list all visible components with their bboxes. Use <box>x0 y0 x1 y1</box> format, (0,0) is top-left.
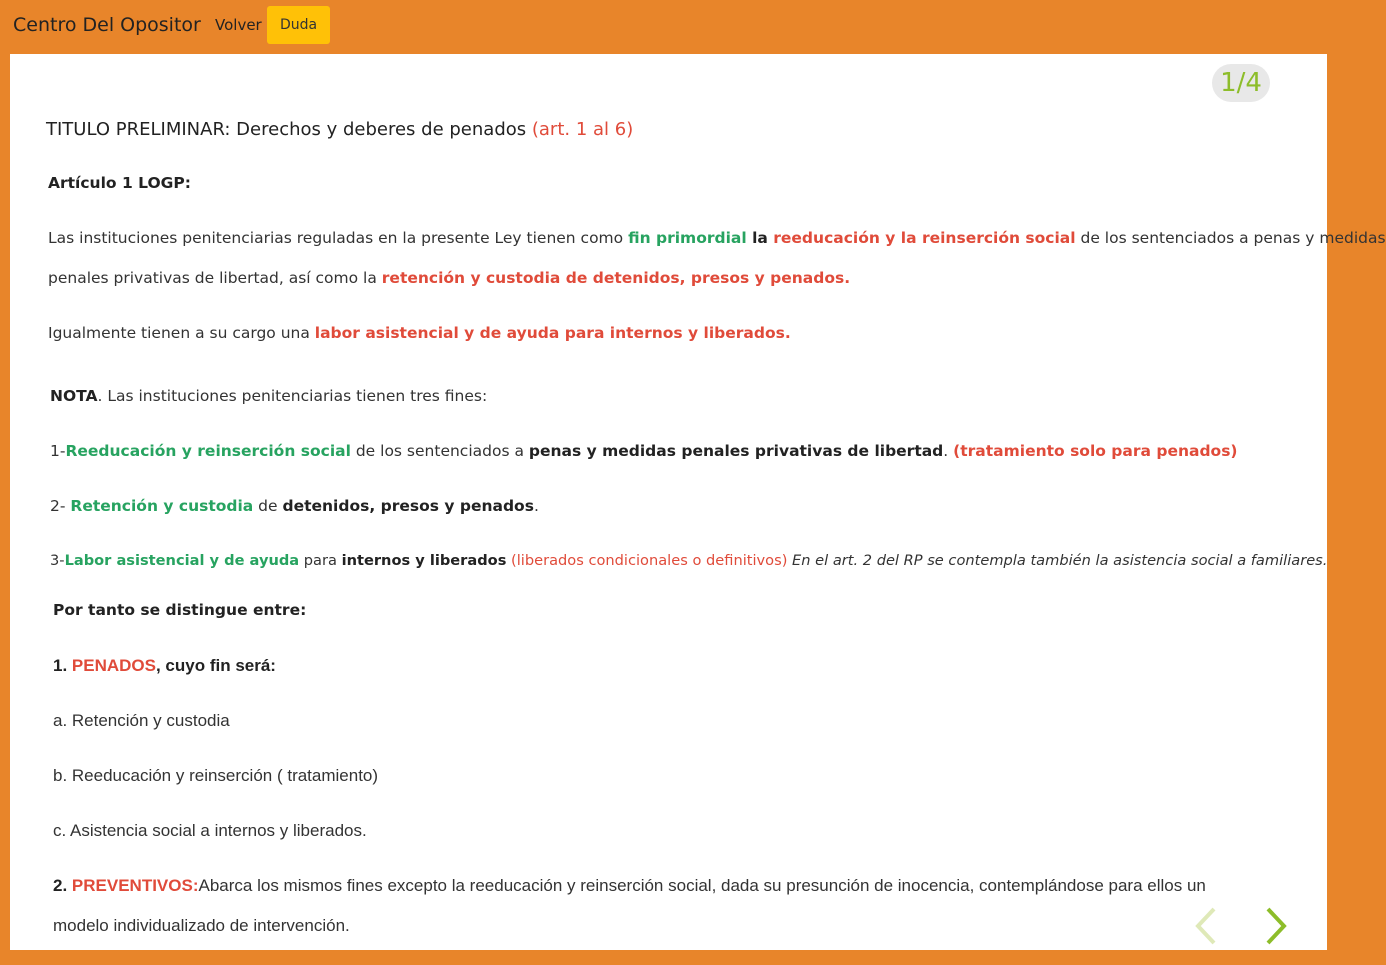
highlight-red: (liberados condicionales o definitivos) <box>511 552 788 569</box>
text-run: Igualmente tienen a su cargo una <box>48 324 315 342</box>
text-run: . <box>943 442 954 460</box>
highlight-green: fin primordial <box>628 229 747 247</box>
text-run: 1- <box>50 442 66 460</box>
text-run: , cuyo fin será: <box>155 656 276 675</box>
chevron-left-icon <box>1192 906 1222 946</box>
text-run: . <box>533 497 539 515</box>
text-run: 2. <box>53 876 72 895</box>
article-paragraph-2 <box>48 324 791 342</box>
text-run: de <box>253 497 283 515</box>
text-run: para <box>299 552 342 569</box>
highlight-red: retención y custodia de detenidos, presos y penados. <box>381 269 851 287</box>
bold-text: detenidos, presos y penados <box>282 497 534 515</box>
chevron-right-icon <box>1262 906 1292 946</box>
section-title-text: TITULO PRELIMINAR: Derechos y deberes de penados <box>46 119 527 140</box>
list-item-a: a. Retención y custodia <box>53 711 230 730</box>
bottom-strip <box>0 950 1339 965</box>
text-run: Las instituciones penitenciarias reguladas en la presente Ley tienen como <box>48 229 629 247</box>
text-run: . Las instituciones penitenciarias tienen tres fines: <box>97 387 488 405</box>
highlight-red: (tratamiento solo para penados) <box>953 442 1238 460</box>
next-page-button[interactable] <box>1262 906 1292 946</box>
bold-text: penas y medidas penales privativas de libertad <box>528 442 944 460</box>
article-paragraph-line-2 <box>48 269 850 287</box>
italic-note: En el art. 2 del RP se contempla también la asistencia social a familiares. <box>787 552 1328 569</box>
highlight-red: reeducación y la reinserción social <box>773 229 1076 247</box>
article-paragraph-line-1 <box>48 229 1386 247</box>
preventivos-paragraph-line-2: modelo individualizado de intervención. <box>53 916 350 935</box>
highlight-red: PREVENTIVOS: <box>71 876 199 895</box>
content-panel <box>10 54 1386 950</box>
list-item-c: c. Asistencia social a internos y liberados. <box>53 821 367 840</box>
text-run: de los sentenciados a penas y medidas <box>1075 229 1386 247</box>
article-label: Artículo 1 LOGP: <box>48 174 191 192</box>
preventivos-paragraph-line-1 <box>53 876 1206 896</box>
text-run: 1. <box>53 656 72 675</box>
highlight-green: Retención y custodia <box>70 497 254 515</box>
app-title: Centro Del Opositor <box>13 14 201 36</box>
note-label: NOTA <box>50 387 98 405</box>
section-title-range: (art. 1 al 6) <box>531 119 634 140</box>
section-title <box>46 119 633 140</box>
penados-heading <box>53 656 276 676</box>
text-run: la <box>746 229 774 247</box>
distinguish-heading: Por tanto se distingue entre: <box>53 601 307 619</box>
text-run: 2- <box>50 497 71 515</box>
purpose-item-3 <box>50 552 1327 569</box>
purpose-item-1 <box>50 442 1238 460</box>
back-button[interactable]: Volver <box>215 16 262 34</box>
text-run: penales privativas de libertad, así como la <box>48 269 382 287</box>
top-bar <box>0 0 1339 54</box>
note-line <box>50 387 487 405</box>
highlight-green: Reeducación y reinserción social <box>65 442 351 460</box>
bold-text: internos y liberados <box>341 552 507 569</box>
page-counter: 1/4 <box>1212 64 1270 102</box>
highlight-green: Labor asistencial y de ayuda <box>64 552 300 569</box>
text-run: Abarca los mismos fines excepto la reeducación y reinserción social, dada su presunción de inocencia, contemplándose para ellos un <box>198 876 1206 895</box>
text-run: 3- <box>50 552 65 569</box>
text-run: de los sentenciados a <box>350 442 529 460</box>
highlight-red: PENADOS <box>71 656 156 675</box>
doubt-button[interactable]: Duda <box>267 6 330 44</box>
previous-page-button[interactable] <box>1192 906 1222 946</box>
purpose-item-2 <box>50 497 539 515</box>
highlight-red: labor asistencial y de ayuda para internos y liberados. <box>314 324 791 342</box>
list-item-b: b. Reeducación y reinserción ( tratamiento) <box>53 766 379 785</box>
